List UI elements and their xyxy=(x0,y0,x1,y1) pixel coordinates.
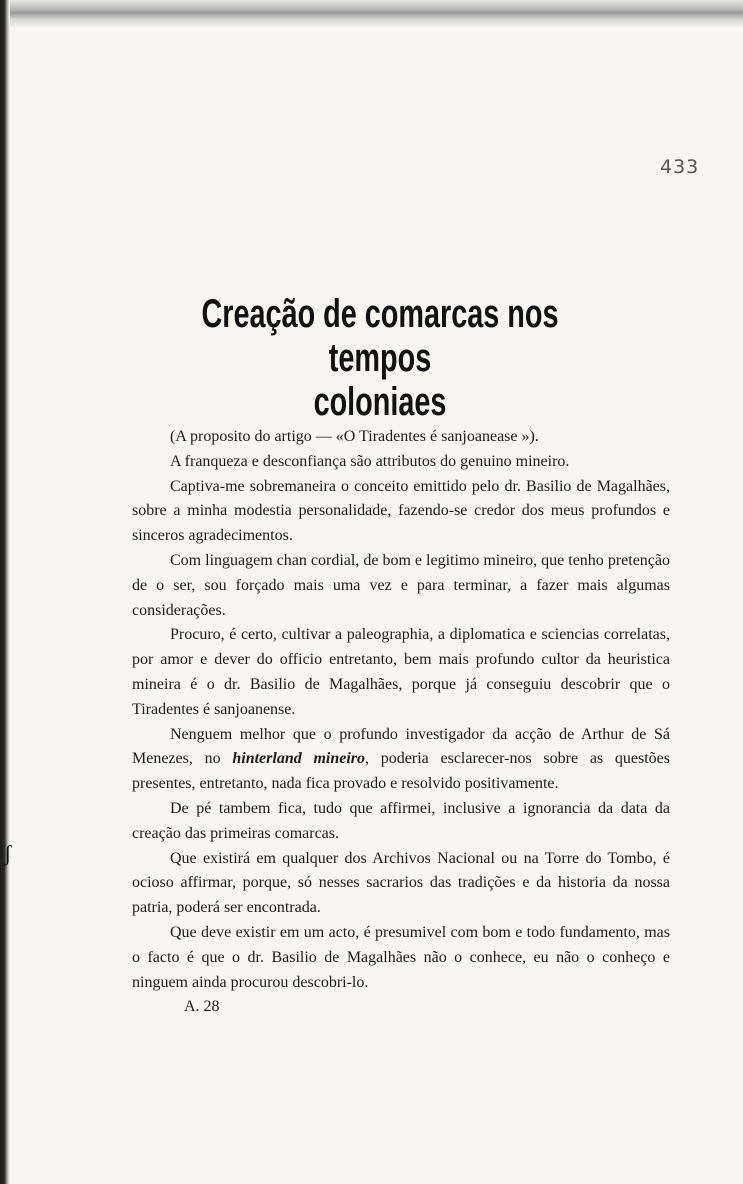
paragraph-4: Procuro, é certo, cultivar a paleographia, a diplomatica e sciencias correlatas, por amor e dever do officio entretanto, bem mais profundo cultor da heuristica mineira é o dr. Basilio de Magalhães, porque já conseguiu descobrir que o Tiradentes é sanjoanense. xyxy=(132,626,670,718)
paragraph-5-emphasis: hinterland mineiro xyxy=(232,750,366,768)
paragraph-5-before: Nenguem melhor que o profundo investigador da acção de Arthur de Sá Menezes, no xyxy=(132,725,670,768)
paragraph-5-after: , poderia esclarecer-nos sobre as questões presentes, entretanto, nada fica provado e resolvido positivamente. xyxy=(132,750,671,793)
page-top-edge xyxy=(0,0,743,28)
paragraph-6: De pé tambem fica, tudo que affirmei, inclusive a ignorancia da data da creação das primeiras comarcas. xyxy=(132,799,670,842)
paragraph-5 xyxy=(132,723,670,797)
page-binding-edge xyxy=(0,0,10,1184)
footer-reference: A. 28 xyxy=(184,998,220,1016)
handwritten-page-number: 433 xyxy=(660,156,700,178)
title-line-1: Creação de comarcas nos tempos xyxy=(201,292,559,380)
article-body xyxy=(132,425,670,1020)
paragraph-8: Que deve existir em um acto, é presumivel com bom e todo fundamento, mas o facto é que o dr. Basilio de Magalhães não o conhece, eu não o conheço e ninguem ainda procurou descobri-lo. xyxy=(132,923,670,991)
paragraph-2: Captiva-me sobremaneira o conceito emittido pelo dr. Basilio de Magalhães, sobre a minha modestia personalidade, fazendo-se credor dos meus profundos e sinceros agradecimentos. xyxy=(132,477,670,545)
paragraph-3: Com linguagem chan cordial, de bom e legitimo mineiro, que tenho pretenção de o ser, sou forçado mais uma vez e para terminar, a fazer mais algumas considerações. xyxy=(132,551,670,619)
title-line-2: coloniaes xyxy=(313,380,447,424)
paragraph-7: Que existirá em qualquer dos Archivos Nacional ou na Torre do Tombo, é ocioso affirmar, porque, só nesses sacrarios das tradições e da historia da nossa patria, poderá ser encontrada. xyxy=(132,849,670,917)
article-note: (A proposito do artigo — «O Tiradentes é sanjoanease »). xyxy=(170,428,539,445)
article-title xyxy=(193,292,567,424)
paragraph-1: A franqueza e desconfiança são attributos do genuino mineiro. xyxy=(170,452,570,470)
margin-mark: ʃ xyxy=(4,841,12,866)
